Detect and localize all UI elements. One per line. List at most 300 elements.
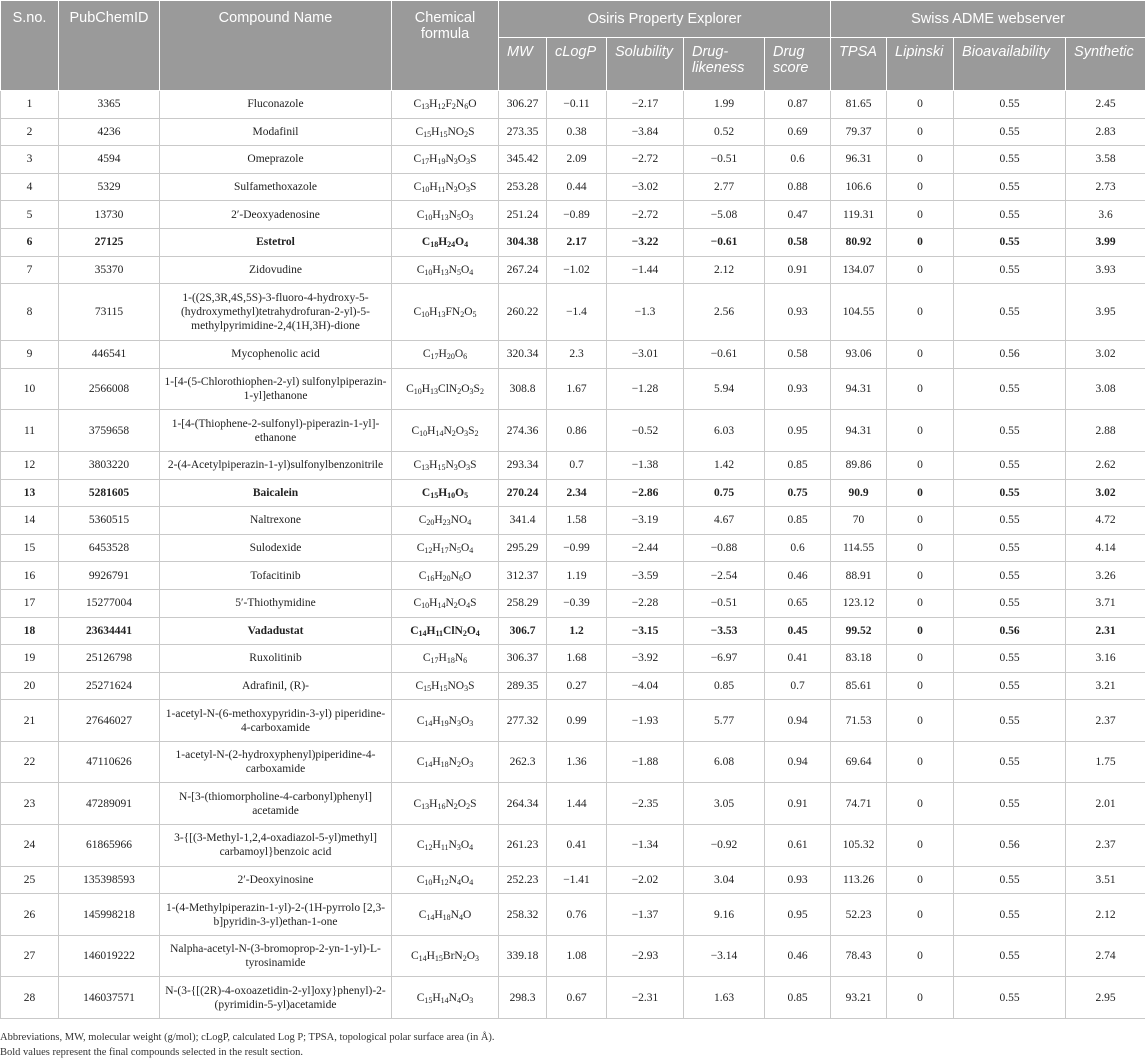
formula-element: NO [447,679,465,692]
cell-druglikeness: 2.56 [684,284,765,341]
cell-lipinski: 0 [887,894,954,936]
cell-synthetic: 3.58 [1066,146,1145,174]
formula-subscript: 5 [464,490,469,500]
cell-lipinski: 0 [887,410,954,452]
cell-lipinski: 0 [887,146,954,174]
table-row [1,410,1145,452]
formula-element: H [438,348,447,361]
cell-pubchem-id: 3803220 [59,451,160,479]
cell-drugscore: 0.6 [765,146,831,174]
formula-element: O [460,991,470,1004]
cell-druglikeness: −0.61 [684,341,765,369]
formula-subscript: 10 [421,185,430,195]
cell-bioavailability: 0.55 [954,118,1066,146]
formula-subscript: 18 [442,912,451,922]
cell-compound-name: N-[3-(thiomorpholine-4-carbonyl)phenyl] acetamide [160,783,392,825]
cell-drugscore: 0.65 [765,589,831,617]
formula-subscript: 14 [424,718,433,728]
cell-solubility: −2.28 [607,589,684,617]
cell-druglikeness: 9.16 [684,894,765,936]
cell-sno: 19 [1,645,59,673]
cell-druglikeness: 4.67 [684,507,765,535]
formula-subscript: 4 [467,518,472,528]
formula-element: N [450,569,459,582]
cell-pubchem-id: 35370 [59,256,160,284]
formula-element: S [470,459,477,472]
formula-subscript: 15 [423,129,432,139]
cell-tpsa: 123.12 [831,589,887,617]
formula-element: H [431,679,440,692]
formula-element: O [457,153,467,166]
cell-drugscore: 0.47 [765,201,831,229]
formula-element: H [432,208,441,221]
cell-bioavailability: 0.55 [954,410,1066,452]
table-row [1,977,1145,1019]
formula-element: H [432,542,441,555]
cell-solubility: −4.04 [607,672,684,700]
cell-bioavailability: 0.55 [954,201,1066,229]
formula-element: O [466,624,476,637]
cell-solubility: −1.88 [607,741,684,783]
formula-element: C [416,991,425,1004]
header-compound-name: Compound Name [160,1,392,91]
formula-subscript: 14 [426,912,435,922]
cell-mw: 253.28 [499,173,547,201]
header-clogp: cLogP [547,38,607,91]
cell-drugscore: 0.75 [765,479,831,507]
header-sno: S.no. [1,1,59,91]
header-chemical-formula [392,1,499,91]
formula-element: S [469,181,477,194]
cell-synthetic: 3.02 [1066,341,1145,369]
cell-mw: 261.23 [499,825,547,867]
cell-compound-name: Modafinil [160,118,392,146]
cell-solubility: −2.72 [607,146,684,174]
cell-solubility: −3.15 [607,617,684,645]
cell-synthetic: 3.21 [1066,672,1145,700]
cell-drugscore: 0.46 [765,562,831,590]
cell-drugscore: 0.85 [765,507,831,535]
formula-subscript: 4 [456,877,461,887]
cell-tpsa: 105.32 [831,825,887,867]
cell-drugscore: 0.94 [765,700,831,742]
cell-compound-name: 1-[4-(5-Chlorothiophen-2-yl) sulfonylpiperazin-1-yl]ethanone [160,368,392,410]
cell-compound-name: 2′-Deoxyinosine [160,866,392,894]
cell-sno: 7 [1,256,59,284]
cell-formula [392,783,499,825]
formula-subscript: 14 [435,428,444,438]
formula-subscript: 14 [437,601,446,611]
formula-element: N [448,208,457,221]
header-lipinski: Lipinski [887,38,954,91]
cell-lipinski: 0 [887,201,954,229]
cell-formula [392,368,499,410]
cell-formula [392,341,499,369]
formula-element: O [455,236,465,249]
cell-solubility: −3.59 [607,562,684,590]
formula-subscript: 13 [430,387,439,397]
formula-element: C [416,542,425,555]
cell-pubchem-id: 5281605 [59,479,160,507]
cell-bioavailability: 0.55 [954,284,1066,341]
cell-bioavailability: 0.55 [954,368,1066,410]
cell-solubility: −2.86 [607,479,684,507]
cell-tpsa: 99.52 [831,617,887,645]
table-row [1,617,1145,645]
formula-subscript: 2 [451,428,456,438]
formula-subscript: 2 [453,801,458,811]
formula-subscript: 2 [462,954,467,964]
formula-element: H [429,98,438,111]
cell-pubchem-id: 3365 [59,91,160,119]
formula-element: C [413,597,422,610]
cell-druglikeness: 2.77 [684,173,765,201]
cell-sno: 25 [1,866,59,894]
formula-subscript: 4 [469,267,474,277]
formula-element: ClN [438,383,458,396]
cell-mw: 289.35 [499,672,547,700]
header-drugscore [765,38,831,91]
formula-element: C [406,383,414,396]
cell-tpsa: 113.26 [831,866,887,894]
cell-sno: 27 [1,935,59,977]
formula-subscript: 12 [424,546,433,556]
table-row [1,589,1145,617]
cell-sno: 15 [1,534,59,562]
cell-solubility: −1.28 [607,368,684,410]
formula-element: H [431,125,440,138]
cell-clogp: −0.89 [547,201,607,229]
cell-synthetic: 3.93 [1066,256,1145,284]
cell-sno: 13 [1,479,59,507]
cell-synthetic: 2.37 [1066,700,1145,742]
formula-element: N [445,459,454,472]
formula-element: O [460,756,470,769]
formula-element: H [434,569,443,582]
formula-element: H [429,459,438,472]
table-row [1,935,1145,977]
formula-element: S [470,153,477,166]
formula-subscript: 3 [475,954,480,964]
formula-subscript: 2 [457,387,462,397]
formula-element: O [455,424,465,437]
cell-lipinski: 0 [887,645,954,673]
cell-mw: 260.22 [499,284,547,341]
formula-subscript: 15 [439,683,448,693]
cell-formula [392,146,499,174]
cell-pubchem-id: 145998218 [59,894,160,936]
cell-formula [392,91,499,119]
cell-clogp: 0.27 [547,672,607,700]
cell-pubchem-id: 47110626 [59,741,160,783]
header-drugscore-line2: score [773,60,809,76]
cell-druglikeness: −3.53 [684,617,765,645]
formula-element: NO [450,514,468,527]
cell-formula [392,451,499,479]
cell-pubchem-id: 5360515 [59,507,160,535]
formula-subscript: 2 [456,760,461,770]
formula-subscript: 3 [456,718,461,728]
formula-element: H [432,756,441,769]
cell-tpsa: 114.55 [831,534,887,562]
cell-tpsa: 94.31 [831,368,887,410]
formula-subscript: 11 [437,185,446,195]
cell-sno: 26 [1,894,59,936]
cell-tpsa: 96.31 [831,146,887,174]
cell-synthetic: 3.71 [1066,589,1145,617]
cell-solubility: −2.93 [607,935,684,977]
cell-solubility: −1.44 [607,256,684,284]
cell-compound-name: Sulodexide [160,534,392,562]
cell-bioavailability: 0.55 [954,451,1066,479]
cell-formula [392,479,499,507]
formula-subscript: 2 [464,129,469,139]
cell-bioavailability: 0.55 [954,700,1066,742]
cell-clogp: 1.08 [547,935,607,977]
table-body [1,91,1145,1019]
table-row [1,672,1145,700]
cell-bioavailability: 0.55 [954,894,1066,936]
cell-clogp: −0.39 [547,589,607,617]
cell-clogp: −1.02 [547,256,607,284]
header-druglikeness-line1: Drug- [692,44,729,60]
formula-subscript: 15 [430,490,439,500]
cell-druglikeness: 0.52 [684,118,765,146]
formula-subscript: 17 [440,546,449,556]
formula-subscript: 5 [456,546,461,556]
formula-subscript: 17 [430,352,439,362]
cell-pubchem-id: 146019222 [59,935,160,977]
cell-bioavailability: 0.55 [954,256,1066,284]
formula-element: H [429,597,438,610]
cell-clogp: 1.44 [547,783,607,825]
cell-pubchem-id: 25126798 [59,645,160,673]
table-row [1,479,1145,507]
cell-tpsa: 93.06 [831,341,887,369]
cell-compound-name: Nalpha-acetyl-N-(3-bromoprop-2-yn-1-yl)-L-tyrosinamide [160,935,392,977]
cell-bioavailability: 0.55 [954,783,1066,825]
cell-drugscore: 0.61 [765,825,831,867]
cell-druglikeness: −0.88 [684,534,765,562]
cell-druglikeness: 3.05 [684,783,765,825]
formula-element: FN [445,306,461,319]
cell-solubility: −2.72 [607,201,684,229]
formula-subscript: 10 [424,877,433,887]
table-row [1,368,1145,410]
formula-element: N [450,908,459,921]
cell-druglikeness: −0.61 [684,228,765,256]
cell-clogp: 0.38 [547,118,607,146]
formula-subscript: 15 [424,995,433,1005]
cell-compound-name: Tofacitinib [160,562,392,590]
cell-bioavailability: 0.55 [954,866,1066,894]
formula-subscript: 6 [463,656,468,666]
cell-drugscore: 0.88 [765,173,831,201]
cell-pubchem-id: 73115 [59,284,160,341]
cell-bioavailability: 0.56 [954,617,1066,645]
formula-subscript: 3 [469,760,474,770]
cell-pubchem-id: 25271624 [59,672,160,700]
cell-compound-name: Baicalein [160,479,392,507]
cell-pubchem-id: 5329 [59,173,160,201]
cell-compound-name: 1-((2S,3R,4S,5S)-3-fluoro-4-hydroxy-5-(hydroxymethyl)tetrahydrofuran-2-yl)-5-methylpyrimidine-2,4(1H,3H)-dione [160,284,392,341]
cell-drugscore: 0.93 [765,368,831,410]
cell-formula [392,228,499,256]
formula-subscript: 18 [446,656,455,666]
cell-mw: 295.29 [499,534,547,562]
formula-element: C [421,236,431,249]
table-row [1,173,1145,201]
cell-formula [392,507,499,535]
cell-drugscore: 0.95 [765,894,831,936]
formula-element: N [455,98,465,111]
formula-subscript: 3 [453,185,458,195]
formula-element: C [418,514,427,527]
cell-synthetic: 2.88 [1066,410,1145,452]
cell-drugscore: 0.87 [765,91,831,119]
formula-subscript: 6 [463,352,468,362]
cell-druglikeness: −2.54 [684,562,765,590]
formula-subscript: 3 [456,843,461,853]
cell-lipinski: 0 [887,935,954,977]
cell-lipinski: 0 [887,700,954,742]
formula-element: C [416,756,425,769]
cell-formula [392,894,499,936]
cell-lipinski: 0 [887,741,954,783]
formula-subscript: 3 [469,718,474,728]
cell-clogp: 0.86 [547,410,607,452]
cell-synthetic: 3.95 [1066,284,1145,341]
formula-subscript: 14 [418,628,427,638]
cell-formula [392,118,499,146]
cell-formula [392,173,499,201]
cell-sno: 9 [1,341,59,369]
formula-subscript: 17 [430,656,439,666]
table-row [1,146,1145,174]
cell-mw: 262.3 [499,741,547,783]
cell-pubchem-id: 9926791 [59,562,160,590]
formula-subscript: 10 [419,428,428,438]
formula-subscript: 14 [418,954,427,964]
cell-compound-name: N-(3-{[(2R)-4-oxoazetidin-2-yl]oxy}phenyl)-2-(pyrimidin-5-yl)acetamide [160,977,392,1019]
cell-sno: 20 [1,672,59,700]
cell-solubility: −2.17 [607,91,684,119]
formula-subscript: 10 [421,310,430,320]
cell-clogp: 1.68 [547,645,607,673]
formula-element: O [457,459,467,472]
cell-tpsa: 90.9 [831,479,887,507]
formula-element: O [457,181,466,194]
cell-tpsa: 69.64 [831,741,887,783]
cell-tpsa: 70 [831,507,887,535]
cell-tpsa: 106.6 [831,173,887,201]
cell-drugscore: 0.91 [765,256,831,284]
formula-subscript: 10 [421,601,430,611]
formula-element: S [468,125,475,138]
formula-subscript: 19 [440,718,449,728]
cell-druglikeness: 6.03 [684,410,765,452]
cell-druglikeness: 3.04 [684,866,765,894]
cell-mw: 258.32 [499,894,547,936]
cell-bioavailability: 0.55 [954,228,1066,256]
cell-clogp: 0.41 [547,825,607,867]
formula-element: C [413,181,422,194]
cell-bioavailability: 0.55 [954,589,1066,617]
cell-mw: 293.34 [499,451,547,479]
cell-bioavailability: 0.55 [954,173,1066,201]
formula-subscript: 4 [456,995,461,1005]
cell-lipinski: 0 [887,118,954,146]
cell-drugscore: 0.91 [765,783,831,825]
formula-subscript: 3 [469,212,474,222]
formula-element: H [438,486,448,499]
formula-element: C [416,263,425,276]
cell-drugscore: 0.46 [765,935,831,977]
formula-element: O [460,714,470,727]
formula-subscript: 5 [456,212,461,222]
formula-element: C [413,459,422,472]
table-row [1,201,1145,229]
formula-subscript: 20 [446,352,455,362]
formula-subscript: 2 [460,310,465,320]
formula-subscript: 4 [469,546,474,556]
cell-solubility: −3.19 [607,507,684,535]
formula-element: NO [447,125,465,138]
cell-drugscore: 0.95 [765,410,831,452]
formula-element: N [448,714,457,727]
formula-element: H [434,908,443,921]
cell-tpsa: 89.86 [831,451,887,479]
formula-subscript: 5 [472,310,477,320]
formula-element: C [410,624,419,637]
formula-element: O [455,486,465,499]
cell-compound-name: Naltrexone [160,507,392,535]
table-row [1,645,1145,673]
cell-drugscore: 0.6 [765,534,831,562]
cell-pubchem-id: 47289091 [59,783,160,825]
formula-subscript: 13 [421,463,430,473]
formula-subscript: 4 [469,877,474,887]
cell-mw: 264.34 [499,783,547,825]
cell-sno: 23 [1,783,59,825]
header-synthetic: Synthetic [1066,38,1145,91]
cell-solubility: −2.02 [607,866,684,894]
cell-sno: 8 [1,284,59,341]
formula-subscript: 3 [465,185,470,195]
cell-compound-name: 1-[4-(Thiophene-2-sulfonyl)-piperazin-1-yl]-ethanone [160,410,392,452]
formula-subscript: 24 [447,240,456,250]
formula-subscript: 12 [437,102,446,112]
cell-pubchem-id: 23634441 [59,617,160,645]
cell-formula [392,866,499,894]
cell-synthetic: 2.31 [1066,617,1145,645]
cell-tpsa: 78.43 [831,935,887,977]
cell-formula [392,617,499,645]
cell-mw: 306.7 [499,617,547,645]
cell-lipinski: 0 [887,91,954,119]
cell-synthetic: 3.08 [1066,368,1145,410]
header-druglikeness [684,38,765,91]
formula-subscript: 16 [426,573,435,583]
table-row [1,451,1145,479]
cell-compound-name: 2-(4-Acetylpiperazin-1-yl)sulfonylbenzonitrile [160,451,392,479]
cell-formula [392,256,499,284]
cell-bioavailability: 0.55 [954,977,1066,1019]
formula-subscript: 11 [435,628,444,638]
cell-druglikeness: 5.94 [684,368,765,410]
cell-sno: 16 [1,562,59,590]
cell-clogp: 1.36 [547,741,607,783]
